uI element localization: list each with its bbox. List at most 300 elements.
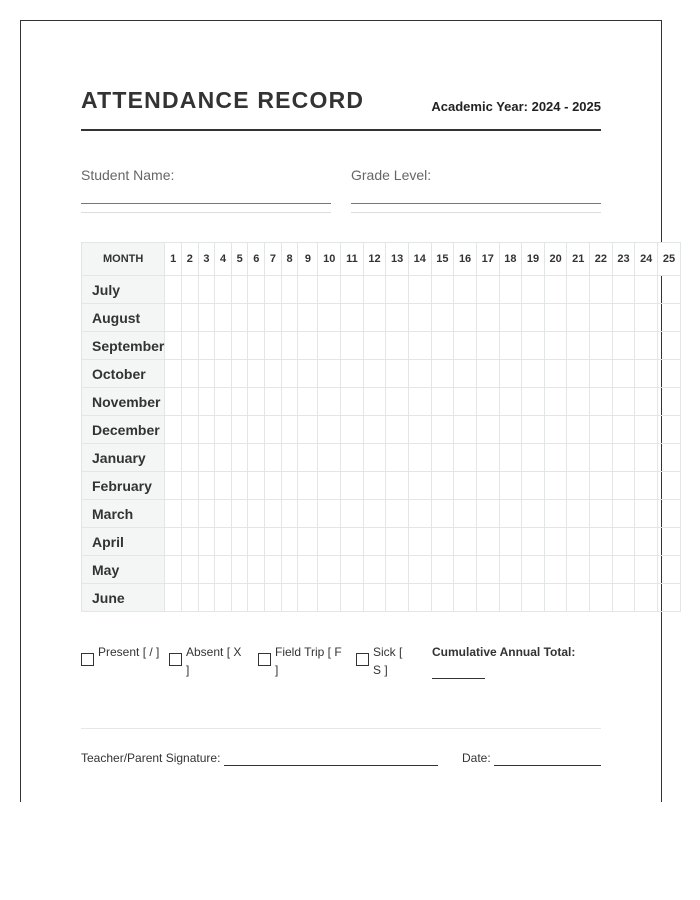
attendance-cell[interactable] bbox=[386, 556, 409, 584]
attendance-cell[interactable] bbox=[198, 304, 215, 332]
attendance-cell[interactable] bbox=[181, 360, 198, 388]
attendance-cell[interactable] bbox=[386, 528, 409, 556]
attendance-cell[interactable] bbox=[231, 304, 248, 332]
attendance-cell[interactable] bbox=[265, 528, 282, 556]
attendance-cell[interactable] bbox=[248, 304, 265, 332]
attendance-cell[interactable] bbox=[265, 500, 282, 528]
attendance-cell[interactable] bbox=[499, 472, 522, 500]
attendance-cell[interactable] bbox=[544, 388, 567, 416]
grade-level-field[interactable] bbox=[351, 167, 601, 213]
attendance-cell[interactable] bbox=[231, 556, 248, 584]
attendance-cell[interactable] bbox=[265, 416, 282, 444]
attendance-cell[interactable] bbox=[590, 388, 613, 416]
attendance-cell[interactable] bbox=[386, 500, 409, 528]
attendance-cell[interactable] bbox=[363, 416, 386, 444]
attendance-cell[interactable] bbox=[386, 360, 409, 388]
attendance-cell[interactable] bbox=[248, 416, 265, 444]
attendance-cell[interactable] bbox=[612, 388, 635, 416]
attendance-cell[interactable] bbox=[198, 500, 215, 528]
attendance-cell[interactable] bbox=[522, 388, 545, 416]
attendance-cell[interactable] bbox=[431, 388, 454, 416]
attendance-cell[interactable] bbox=[386, 416, 409, 444]
attendance-cell[interactable] bbox=[298, 388, 318, 416]
attendance-cell[interactable] bbox=[248, 332, 265, 360]
attendance-cell[interactable] bbox=[454, 388, 477, 416]
attendance-cell[interactable] bbox=[431, 332, 454, 360]
attendance-cell[interactable] bbox=[318, 332, 341, 360]
attendance-cell[interactable] bbox=[386, 304, 409, 332]
attendance-cell[interactable] bbox=[431, 472, 454, 500]
attendance-cell[interactable] bbox=[408, 444, 431, 472]
attendance-cell[interactable] bbox=[318, 528, 341, 556]
attendance-cell[interactable] bbox=[386, 472, 409, 500]
attendance-cell[interactable] bbox=[318, 388, 341, 416]
attendance-cell[interactable] bbox=[658, 360, 681, 388]
attendance-cell[interactable] bbox=[298, 360, 318, 388]
attendance-cell[interactable] bbox=[431, 584, 454, 612]
attendance-cell[interactable] bbox=[248, 276, 265, 304]
attendance-cell[interactable] bbox=[281, 416, 298, 444]
attendance-cell[interactable] bbox=[454, 472, 477, 500]
attendance-cell[interactable] bbox=[544, 416, 567, 444]
attendance-cell[interactable] bbox=[635, 500, 658, 528]
attendance-cell[interactable] bbox=[215, 556, 232, 584]
attendance-cell[interactable] bbox=[341, 444, 364, 472]
attendance-cell[interactable] bbox=[298, 332, 318, 360]
attendance-cell[interactable] bbox=[522, 416, 545, 444]
attendance-cell[interactable] bbox=[386, 332, 409, 360]
attendance-cell[interactable] bbox=[454, 332, 477, 360]
attendance-cell[interactable] bbox=[165, 500, 182, 528]
attendance-cell[interactable] bbox=[318, 472, 341, 500]
attendance-cell[interactable] bbox=[658, 472, 681, 500]
attendance-cell[interactable] bbox=[544, 304, 567, 332]
attendance-cell[interactable] bbox=[165, 416, 182, 444]
attendance-cell[interactable] bbox=[476, 304, 499, 332]
attendance-cell[interactable] bbox=[476, 584, 499, 612]
attendance-cell[interactable] bbox=[181, 416, 198, 444]
attendance-cell[interactable] bbox=[476, 528, 499, 556]
attendance-cell[interactable] bbox=[499, 500, 522, 528]
attendance-cell[interactable] bbox=[281, 556, 298, 584]
attendance-cell[interactable] bbox=[431, 444, 454, 472]
attendance-cell[interactable] bbox=[248, 472, 265, 500]
attendance-cell[interactable] bbox=[363, 500, 386, 528]
attendance-cell[interactable] bbox=[341, 388, 364, 416]
attendance-cell[interactable] bbox=[522, 472, 545, 500]
attendance-cell[interactable] bbox=[544, 276, 567, 304]
attendance-cell[interactable] bbox=[454, 276, 477, 304]
attendance-cell[interactable] bbox=[198, 388, 215, 416]
attendance-cell[interactable] bbox=[318, 276, 341, 304]
attendance-cell[interactable] bbox=[181, 444, 198, 472]
attendance-cell[interactable] bbox=[567, 500, 590, 528]
attendance-cell[interactable] bbox=[298, 444, 318, 472]
attendance-cell[interactable] bbox=[265, 276, 282, 304]
attendance-cell[interactable] bbox=[454, 556, 477, 584]
attendance-cell[interactable] bbox=[476, 556, 499, 584]
attendance-cell[interactable] bbox=[281, 304, 298, 332]
attendance-cell[interactable] bbox=[318, 360, 341, 388]
attendance-cell[interactable] bbox=[567, 444, 590, 472]
attendance-cell[interactable] bbox=[544, 444, 567, 472]
attendance-cell[interactable] bbox=[522, 584, 545, 612]
attendance-cell[interactable] bbox=[590, 556, 613, 584]
attendance-cell[interactable] bbox=[635, 416, 658, 444]
attendance-cell[interactable] bbox=[635, 528, 658, 556]
attendance-cell[interactable] bbox=[181, 500, 198, 528]
attendance-cell[interactable] bbox=[215, 584, 232, 612]
attendance-cell[interactable] bbox=[522, 360, 545, 388]
attendance-cell[interactable] bbox=[181, 556, 198, 584]
attendance-cell[interactable] bbox=[567, 304, 590, 332]
attendance-cell[interactable] bbox=[522, 528, 545, 556]
attendance-cell[interactable] bbox=[431, 416, 454, 444]
attendance-cell[interactable] bbox=[567, 472, 590, 500]
attendance-cell[interactable] bbox=[544, 556, 567, 584]
attendance-cell[interactable] bbox=[408, 416, 431, 444]
attendance-cell[interactable] bbox=[165, 528, 182, 556]
grade-level-line[interactable] bbox=[351, 203, 601, 204]
attendance-cell[interactable] bbox=[386, 584, 409, 612]
attendance-cell[interactable] bbox=[476, 472, 499, 500]
attendance-cell[interactable] bbox=[567, 556, 590, 584]
attendance-cell[interactable] bbox=[635, 584, 658, 612]
attendance-cell[interactable] bbox=[231, 444, 248, 472]
attendance-cell[interactable] bbox=[363, 444, 386, 472]
attendance-cell[interactable] bbox=[635, 472, 658, 500]
attendance-cell[interactable] bbox=[363, 276, 386, 304]
attendance-cell[interactable] bbox=[248, 360, 265, 388]
attendance-cell[interactable] bbox=[298, 472, 318, 500]
attendance-cell[interactable] bbox=[658, 332, 681, 360]
attendance-cell[interactable] bbox=[612, 556, 635, 584]
attendance-cell[interactable] bbox=[499, 360, 522, 388]
attendance-cell[interactable] bbox=[567, 528, 590, 556]
date-line[interactable] bbox=[494, 765, 601, 766]
attendance-cell[interactable] bbox=[363, 388, 386, 416]
attendance-cell[interactable] bbox=[635, 388, 658, 416]
attendance-cell[interactable] bbox=[658, 416, 681, 444]
attendance-cell[interactable] bbox=[298, 528, 318, 556]
present-checkbox[interactable] bbox=[81, 653, 94, 666]
attendance-cell[interactable] bbox=[408, 388, 431, 416]
attendance-cell[interactable] bbox=[590, 528, 613, 556]
attendance-cell[interactable] bbox=[408, 472, 431, 500]
attendance-cell[interactable] bbox=[248, 388, 265, 416]
attendance-cell[interactable] bbox=[590, 360, 613, 388]
attendance-cell[interactable] bbox=[544, 528, 567, 556]
attendance-cell[interactable] bbox=[215, 388, 232, 416]
attendance-cell[interactable] bbox=[499, 444, 522, 472]
attendance-cell[interactable] bbox=[522, 444, 545, 472]
attendance-cell[interactable] bbox=[612, 304, 635, 332]
attendance-cell[interactable] bbox=[658, 528, 681, 556]
attendance-cell[interactable] bbox=[298, 500, 318, 528]
attendance-cell[interactable] bbox=[281, 388, 298, 416]
attendance-cell[interactable] bbox=[386, 276, 409, 304]
attendance-cell[interactable] bbox=[198, 528, 215, 556]
attendance-cell[interactable] bbox=[567, 360, 590, 388]
attendance-cell[interactable] bbox=[165, 556, 182, 584]
attendance-cell[interactable] bbox=[231, 584, 248, 612]
attendance-cell[interactable] bbox=[544, 360, 567, 388]
attendance-cell[interactable] bbox=[248, 584, 265, 612]
attendance-cell[interactable] bbox=[363, 528, 386, 556]
attendance-cell[interactable] bbox=[298, 304, 318, 332]
attendance-cell[interactable] bbox=[522, 304, 545, 332]
attendance-cell[interactable] bbox=[454, 528, 477, 556]
attendance-cell[interactable] bbox=[165, 360, 182, 388]
attendance-cell[interactable] bbox=[363, 584, 386, 612]
attendance-cell[interactable] bbox=[165, 304, 182, 332]
attendance-cell[interactable] bbox=[341, 556, 364, 584]
signature-line[interactable] bbox=[224, 765, 438, 766]
attendance-cell[interactable] bbox=[318, 584, 341, 612]
attendance-cell[interactable] bbox=[198, 276, 215, 304]
attendance-cell[interactable] bbox=[215, 360, 232, 388]
attendance-cell[interactable] bbox=[612, 472, 635, 500]
absent-checkbox[interactable] bbox=[169, 653, 182, 666]
attendance-cell[interactable] bbox=[612, 528, 635, 556]
attendance-cell[interactable] bbox=[215, 528, 232, 556]
attendance-cell[interactable] bbox=[363, 360, 386, 388]
attendance-cell[interactable] bbox=[341, 500, 364, 528]
attendance-cell[interactable] bbox=[341, 276, 364, 304]
attendance-cell[interactable] bbox=[476, 500, 499, 528]
attendance-cell[interactable] bbox=[590, 472, 613, 500]
attendance-cell[interactable] bbox=[476, 444, 499, 472]
attendance-cell[interactable] bbox=[318, 304, 341, 332]
attendance-cell[interactable] bbox=[231, 276, 248, 304]
attendance-cell[interactable] bbox=[408, 500, 431, 528]
attendance-cell[interactable] bbox=[499, 276, 522, 304]
attendance-cell[interactable] bbox=[363, 472, 386, 500]
attendance-cell[interactable] bbox=[341, 360, 364, 388]
attendance-cell[interactable] bbox=[476, 332, 499, 360]
sick-checkbox[interactable] bbox=[356, 653, 369, 666]
attendance-cell[interactable] bbox=[165, 332, 182, 360]
attendance-cell[interactable] bbox=[231, 500, 248, 528]
attendance-cell[interactable] bbox=[612, 332, 635, 360]
attendance-cell[interactable] bbox=[612, 500, 635, 528]
attendance-cell[interactable] bbox=[231, 528, 248, 556]
attendance-cell[interactable] bbox=[499, 528, 522, 556]
attendance-cell[interactable] bbox=[215, 500, 232, 528]
attendance-cell[interactable] bbox=[281, 360, 298, 388]
attendance-cell[interactable] bbox=[635, 332, 658, 360]
attendance-cell[interactable] bbox=[341, 584, 364, 612]
attendance-cell[interactable] bbox=[431, 556, 454, 584]
attendance-cell[interactable] bbox=[265, 360, 282, 388]
attendance-cell[interactable] bbox=[165, 388, 182, 416]
attendance-cell[interactable] bbox=[265, 388, 282, 416]
attendance-cell[interactable] bbox=[231, 472, 248, 500]
attendance-cell[interactable] bbox=[454, 304, 477, 332]
attendance-cell[interactable] bbox=[298, 556, 318, 584]
attendance-cell[interactable] bbox=[635, 556, 658, 584]
attendance-cell[interactable] bbox=[658, 304, 681, 332]
attendance-cell[interactable] bbox=[499, 304, 522, 332]
attendance-cell[interactable] bbox=[431, 276, 454, 304]
attendance-cell[interactable] bbox=[658, 276, 681, 304]
attendance-cell[interactable] bbox=[590, 332, 613, 360]
attendance-cell[interactable] bbox=[215, 304, 232, 332]
attendance-cell[interactable] bbox=[281, 528, 298, 556]
attendance-cell[interactable] bbox=[265, 444, 282, 472]
attendance-cell[interactable] bbox=[215, 444, 232, 472]
attendance-cell[interactable] bbox=[658, 388, 681, 416]
attendance-cell[interactable] bbox=[341, 528, 364, 556]
attendance-cell[interactable] bbox=[635, 360, 658, 388]
attendance-cell[interactable] bbox=[231, 416, 248, 444]
attendance-cell[interactable] bbox=[454, 500, 477, 528]
attendance-cell[interactable] bbox=[181, 472, 198, 500]
attendance-cell[interactable] bbox=[544, 472, 567, 500]
student-name-field[interactable] bbox=[81, 167, 331, 213]
attendance-cell[interactable] bbox=[454, 584, 477, 612]
attendance-cell[interactable] bbox=[165, 472, 182, 500]
attendance-cell[interactable] bbox=[386, 444, 409, 472]
attendance-cell[interactable] bbox=[567, 276, 590, 304]
attendance-cell[interactable] bbox=[499, 584, 522, 612]
attendance-cell[interactable] bbox=[198, 556, 215, 584]
attendance-cell[interactable] bbox=[658, 584, 681, 612]
attendance-cell[interactable] bbox=[386, 388, 409, 416]
attendance-cell[interactable] bbox=[341, 332, 364, 360]
attendance-cell[interactable] bbox=[198, 360, 215, 388]
attendance-cell[interactable] bbox=[499, 416, 522, 444]
attendance-cell[interactable] bbox=[544, 332, 567, 360]
attendance-cell[interactable] bbox=[165, 276, 182, 304]
attendance-cell[interactable] bbox=[567, 332, 590, 360]
attendance-cell[interactable] bbox=[567, 416, 590, 444]
attendance-cell[interactable] bbox=[567, 388, 590, 416]
attendance-cell[interactable] bbox=[318, 444, 341, 472]
attendance-cell[interactable] bbox=[281, 500, 298, 528]
student-name-line[interactable] bbox=[81, 203, 331, 204]
attendance-cell[interactable] bbox=[499, 556, 522, 584]
attendance-cell[interactable] bbox=[281, 332, 298, 360]
attendance-cell[interactable] bbox=[408, 528, 431, 556]
attendance-cell[interactable] bbox=[522, 332, 545, 360]
attendance-cell[interactable] bbox=[590, 416, 613, 444]
attendance-cell[interactable] bbox=[590, 276, 613, 304]
attendance-cell[interactable] bbox=[454, 360, 477, 388]
attendance-cell[interactable] bbox=[567, 584, 590, 612]
attendance-cell[interactable] bbox=[408, 584, 431, 612]
attendance-cell[interactable] bbox=[181, 276, 198, 304]
attendance-cell[interactable] bbox=[215, 472, 232, 500]
attendance-cell[interactable] bbox=[265, 584, 282, 612]
attendance-cell[interactable] bbox=[408, 276, 431, 304]
attendance-cell[interactable] bbox=[318, 500, 341, 528]
attendance-cell[interactable] bbox=[181, 528, 198, 556]
attendance-cell[interactable] bbox=[181, 388, 198, 416]
attendance-cell[interactable] bbox=[265, 304, 282, 332]
attendance-cell[interactable] bbox=[265, 332, 282, 360]
attendance-cell[interactable] bbox=[454, 444, 477, 472]
attendance-cell[interactable] bbox=[165, 444, 182, 472]
attendance-cell[interactable] bbox=[635, 304, 658, 332]
attendance-cell[interactable] bbox=[658, 444, 681, 472]
attendance-cell[interactable] bbox=[363, 304, 386, 332]
attendance-cell[interactable] bbox=[431, 360, 454, 388]
attendance-cell[interactable] bbox=[341, 304, 364, 332]
attendance-cell[interactable] bbox=[363, 332, 386, 360]
attendance-cell[interactable] bbox=[431, 528, 454, 556]
attendance-cell[interactable] bbox=[590, 584, 613, 612]
attendance-cell[interactable] bbox=[635, 276, 658, 304]
cumulative-total-line[interactable] bbox=[432, 666, 485, 679]
attendance-cell[interactable] bbox=[522, 500, 545, 528]
attendance-cell[interactable] bbox=[181, 584, 198, 612]
attendance-cell[interactable] bbox=[215, 332, 232, 360]
attendance-cell[interactable] bbox=[612, 444, 635, 472]
attendance-cell[interactable] bbox=[499, 388, 522, 416]
attendance-cell[interactable] bbox=[431, 500, 454, 528]
attendance-cell[interactable] bbox=[341, 416, 364, 444]
attendance-cell[interactable] bbox=[408, 304, 431, 332]
attendance-cell[interactable] bbox=[454, 416, 477, 444]
attendance-cell[interactable] bbox=[408, 332, 431, 360]
attendance-cell[interactable] bbox=[522, 276, 545, 304]
attendance-cell[interactable] bbox=[476, 360, 499, 388]
attendance-cell[interactable] bbox=[408, 360, 431, 388]
attendance-cell[interactable] bbox=[612, 276, 635, 304]
attendance-cell[interactable] bbox=[215, 416, 232, 444]
attendance-cell[interactable] bbox=[215, 276, 232, 304]
attendance-cell[interactable] bbox=[590, 500, 613, 528]
attendance-cell[interactable] bbox=[198, 444, 215, 472]
attendance-cell[interactable] bbox=[408, 556, 431, 584]
attendance-cell[interactable] bbox=[198, 472, 215, 500]
attendance-cell[interactable] bbox=[590, 444, 613, 472]
attendance-cell[interactable] bbox=[248, 500, 265, 528]
attendance-cell[interactable] bbox=[612, 360, 635, 388]
attendance-cell[interactable] bbox=[198, 416, 215, 444]
attendance-cell[interactable] bbox=[198, 584, 215, 612]
attendance-cell[interactable] bbox=[544, 500, 567, 528]
attendance-cell[interactable] bbox=[544, 584, 567, 612]
attendance-cell[interactable] bbox=[231, 332, 248, 360]
attendance-cell[interactable] bbox=[612, 416, 635, 444]
attendance-cell[interactable] bbox=[281, 472, 298, 500]
attendance-cell[interactable] bbox=[658, 556, 681, 584]
attendance-cell[interactable] bbox=[431, 304, 454, 332]
attendance-cell[interactable] bbox=[281, 444, 298, 472]
attendance-cell[interactable] bbox=[248, 444, 265, 472]
attendance-cell[interactable] bbox=[265, 556, 282, 584]
attendance-cell[interactable] bbox=[198, 332, 215, 360]
attendance-cell[interactable] bbox=[231, 360, 248, 388]
attendance-cell[interactable] bbox=[635, 444, 658, 472]
attendance-cell[interactable] bbox=[612, 584, 635, 612]
attendance-cell[interactable] bbox=[265, 472, 282, 500]
attendance-cell[interactable] bbox=[363, 556, 386, 584]
attendance-cell[interactable] bbox=[281, 276, 298, 304]
attendance-cell[interactable] bbox=[298, 416, 318, 444]
attendance-cell[interactable] bbox=[476, 276, 499, 304]
attendance-cell[interactable] bbox=[658, 500, 681, 528]
attendance-cell[interactable] bbox=[590, 304, 613, 332]
field-trip-checkbox[interactable] bbox=[258, 653, 271, 666]
attendance-cell[interactable] bbox=[298, 584, 318, 612]
attendance-cell[interactable] bbox=[522, 556, 545, 584]
attendance-cell[interactable] bbox=[298, 276, 318, 304]
attendance-cell[interactable] bbox=[248, 556, 265, 584]
attendance-cell[interactable] bbox=[231, 388, 248, 416]
